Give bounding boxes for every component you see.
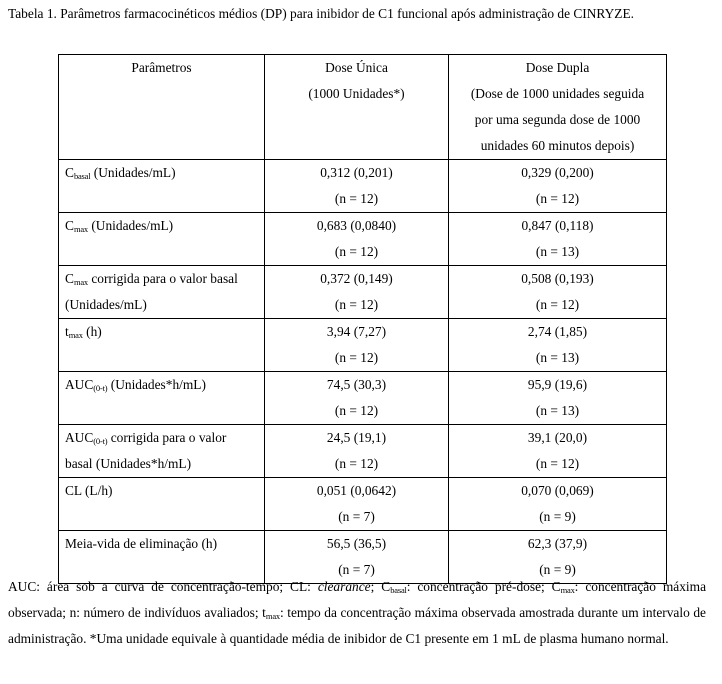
header-single-dose-units: (1000 Unidades*) [308, 86, 405, 101]
header-double-dose [449, 55, 667, 160]
double-dose-cell [449, 319, 667, 372]
parameter-cell [59, 425, 265, 478]
double-dose-mean-sd: 0,847 (0,118) [521, 218, 594, 233]
table-row [59, 425, 667, 478]
double-dose-mean-sd: 39,1 (20,0) [527, 430, 588, 445]
parameter-label: corrigida para o valor [107, 430, 227, 445]
single-dose-n: (n = 12) [334, 403, 379, 418]
double-dose-n: (n = 13) [535, 244, 580, 259]
header-double-dose-desc-2: por uma segunda dose de 1000 [474, 112, 641, 127]
single-dose-mean-sd: 0,051 (0,0642) [316, 483, 397, 498]
double-dose-cell [449, 160, 667, 213]
parameter-cell [59, 319, 265, 372]
parameter-subscript: max [73, 277, 88, 287]
single-dose-mean-sd: 74,5 (30,3) [326, 377, 387, 392]
table-row [59, 372, 667, 425]
table-row [59, 478, 667, 531]
parameter-label-line2: (Unidades/mL) [65, 297, 147, 312]
double-dose-n: (n = 12) [535, 456, 580, 471]
table-caption: Tabela 1. Parâmetros farmacocinéticos médios (DP) para inibidor de C1 funcional após administração de CINRYZE. [8, 6, 635, 21]
single-dose-cell [265, 160, 449, 213]
footnote-text: ; C [370, 579, 391, 594]
table-footnote [8, 574, 706, 652]
parameter-subscript: (0-t) [93, 436, 108, 446]
single-dose-n: (n = 12) [334, 191, 379, 206]
parameter-cell [59, 478, 265, 531]
single-dose-n: (n = 7) [338, 509, 375, 524]
parameter-label: (Unidades/mL) [90, 165, 176, 180]
double-dose-n: (n = 12) [535, 191, 580, 206]
single-dose-n: (n = 12) [334, 350, 379, 365]
double-dose-n: (n = 13) [535, 350, 580, 365]
double-dose-cell [449, 266, 667, 319]
footnote-clearance: clearance [317, 579, 371, 594]
parameter-subscript: max [73, 224, 88, 234]
footnote-text: : concentração máxima observada; n: número de indivíduos avaliados; t [8, 579, 707, 620]
header-single-dose-title: Dose Única [325, 60, 388, 75]
double-dose-n: (n = 9) [539, 509, 576, 524]
single-dose-mean-sd: 0,312 (0,201) [320, 165, 393, 180]
parameter-symbol: C [65, 218, 74, 233]
parameter-cell [59, 372, 265, 425]
single-dose-mean-sd: 0,372 (0,149) [320, 271, 393, 286]
parameter-cell [59, 213, 265, 266]
double-dose-n: (n = 9) [539, 562, 576, 577]
pharmacokinetic-table [58, 54, 667, 584]
footnote-text: : tempo da concentração máxima observada amostrada durante um intervalo de administração. *Uma unidade equivale à quantidade média de inibidor de C1 presente em 1 mL de plasma humano normal. [8, 605, 706, 646]
double-dose-n: (n = 12) [535, 297, 580, 312]
table-row [59, 213, 667, 266]
table-row [59, 266, 667, 319]
table-row [59, 160, 667, 213]
table-header-row [59, 55, 667, 160]
footnote-text: AUC: área sob a curva de concentração-tempo; CL: [8, 579, 318, 594]
single-dose-mean-sd: 3,94 (7,27) [326, 324, 387, 339]
single-dose-mean-sd: 24,5 (19,1) [326, 430, 387, 445]
double-dose-cell [449, 372, 667, 425]
single-dose-n: (n = 7) [338, 562, 375, 577]
double-dose-mean-sd: 95,9 (19,6) [527, 377, 588, 392]
single-dose-n: (n = 12) [334, 456, 379, 471]
double-dose-mean-sd: 62,3 (37,9) [527, 536, 588, 551]
parameter-subscript: (0-t) [93, 383, 108, 393]
single-dose-cell [265, 213, 449, 266]
double-dose-mean-sd: 0,329 (0,200) [521, 165, 594, 180]
double-dose-mean-sd: 2,74 (1,85) [527, 324, 588, 339]
parameter-label: (h) [82, 324, 102, 339]
footnote-sub-tmax: max [265, 611, 280, 621]
single-dose-cell [265, 372, 449, 425]
double-dose-cell [449, 425, 667, 478]
single-dose-mean-sd: 0,683 (0,0840) [316, 218, 397, 233]
header-parameters: Parâmetros [59, 55, 265, 160]
parameter-subscript: max [68, 330, 83, 340]
single-dose-cell [265, 266, 449, 319]
header-double-dose-desc-3: unidades 60 minutos depois) [480, 138, 635, 153]
parameter-symbol: t [65, 324, 69, 339]
parameter-subscript: basal [73, 171, 91, 181]
table-row [59, 319, 667, 372]
parameter-symbol: C [65, 271, 74, 286]
header-double-dose-title: Dose Dupla [525, 60, 590, 75]
single-dose-cell [265, 478, 449, 531]
parameter-cell [59, 160, 265, 213]
header-double-dose-desc-1: (Dose de 1000 unidades seguida [470, 86, 645, 101]
parameter-cell [59, 266, 265, 319]
parameter-label: (Unidades*h/mL) [107, 377, 206, 392]
footnote-sub-max: max [560, 585, 575, 595]
parameter-label: corrigida para o valor basal [87, 271, 238, 286]
double-dose-cell [449, 213, 667, 266]
single-dose-cell [265, 425, 449, 478]
parameter-symbol: AUC [65, 430, 94, 445]
single-dose-cell [265, 319, 449, 372]
single-dose-mean-sd: 56,5 (36,5) [326, 536, 387, 551]
parameter-symbol: CL (L/h) [65, 483, 113, 498]
parameter-label: (Unidades/mL) [87, 218, 174, 233]
header-single-dose [265, 55, 449, 160]
double-dose-mean-sd: 0,508 (0,193) [521, 271, 594, 286]
footnote-sub-basal: basal [390, 585, 407, 595]
double-dose-n: (n = 13) [535, 403, 580, 418]
double-dose-cell [449, 478, 667, 531]
parameter-symbol: C [65, 165, 74, 180]
single-dose-n: (n = 12) [334, 244, 379, 259]
parameter-label-line2: basal (Unidades*h/mL) [65, 456, 192, 471]
parameter-symbol: Meia-vida de eliminação (h) [65, 536, 218, 551]
footnote-text: : concentração pré-dose; C [406, 579, 561, 594]
double-dose-mean-sd: 0,070 (0,069) [521, 483, 594, 498]
single-dose-n: (n = 12) [334, 297, 379, 312]
parameter-symbol: AUC [65, 377, 94, 392]
